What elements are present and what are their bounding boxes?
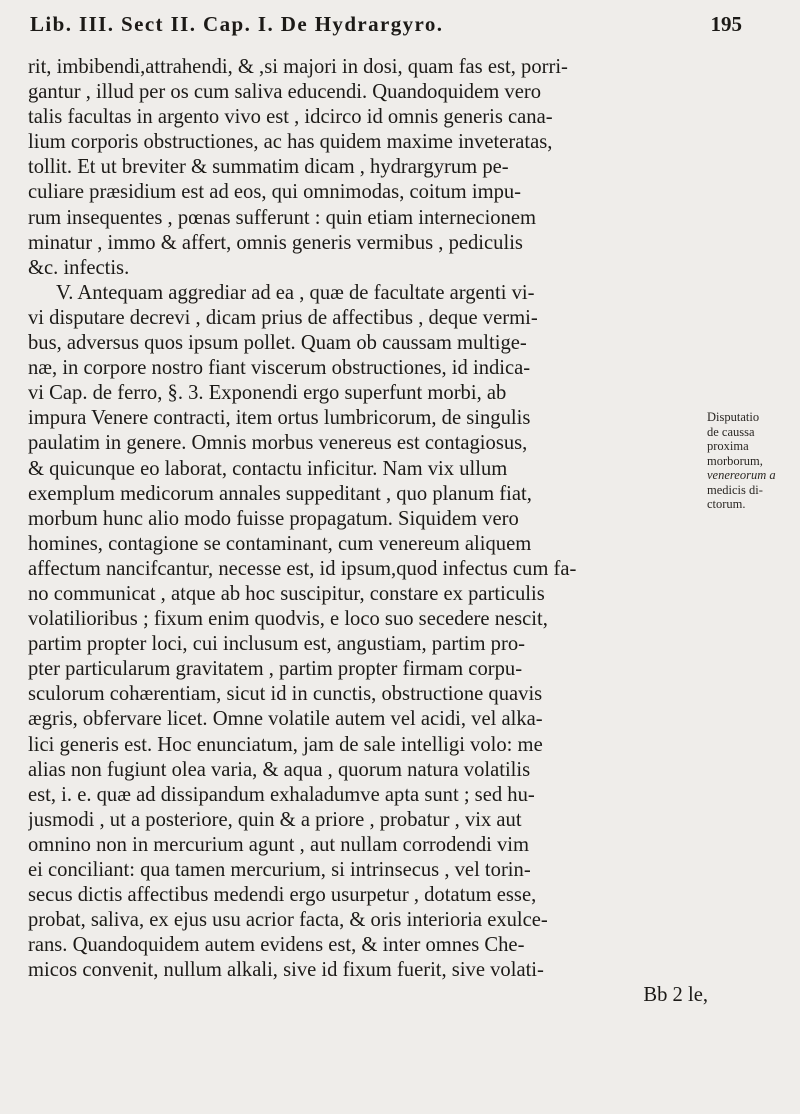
text-line: exemplum medicorum annales suppeditant , quo planum fiat, (28, 482, 532, 505)
margin-note (707, 410, 792, 512)
text-line: vi disputare decrevi , dicam prius de affectibus , deque vermi- (28, 306, 538, 329)
text-line: & quicunque eo laborat, contactu inficitur. Nam vix ullum (28, 457, 508, 480)
running-head: Lib. III. Sect II. Cap. I. De Hydrargyro. (30, 12, 444, 36)
section-start-line: V. Antequam aggrediar ad ea , quæ de facultate argenti vi- (56, 281, 535, 304)
text-line: talis facultas in argento vivo est , idcirco id omnis generis cana- (28, 106, 553, 129)
text-line: culiare præsidium est ad eos, qui omnimodas, coitum impu- (28, 181, 522, 204)
signature-catchword-line: Bb 2 le, (643, 984, 708, 1007)
text-line: secus dictis affectibus medendi ergo usurpetur , dotatum esse, (28, 884, 537, 907)
text-line: affectum nancifcantur, necesse est, id ipsum,quod infectus cum fa- (28, 557, 577, 580)
text-line: tollit. Et ut breviter & summatim dicam , hydrargyrum pe- (28, 156, 509, 179)
text-line: bus, adversus quos ipsum pollet. Quam ob caussam multige- (28, 332, 527, 355)
text-line: gantur , illud per os cum saliva educendi. Quandoquidem vero (28, 81, 541, 104)
text-line: no communicat , atque ab hoc suscipitur, constare ex particulis (28, 582, 545, 605)
text-line: impura Venere contracti, item ortus lumbricorum, de singulis (28, 407, 531, 430)
margin-note-line: morborum, (707, 453, 763, 468)
text-line: rum insequentes , pœnas sufferunt : quin etiam internecionem (28, 206, 537, 229)
margin-note-line: ctorum. (707, 497, 746, 511)
text-line: morbum hunc alio modo fuisse propagatum. Siquidem vero (28, 507, 519, 530)
text-line: homines, contagione se contaminant, cum venereum aliquem (28, 532, 532, 555)
margin-note-line: de caussa (707, 424, 755, 439)
text-line: pter particularum gravitatem , partim propter firmam corpu- (28, 658, 523, 681)
text-line: micos convenit, nullum alkali, sive id fixum fuerit, sive volati- (28, 959, 544, 982)
margin-note-line: medicis di- (707, 482, 763, 497)
text-line: rit, imbibendi,attrahendi, & ,si majori in dosi, quam fas est, porri- (28, 56, 568, 78)
text-line: lium corporis obstructiones, ac has quidem maxime inveteratas, (28, 131, 553, 154)
text-line: omnino non in mercurium agunt , aut nullam corrodendi vim (28, 833, 530, 856)
text-line: lici generis est. Hoc enunciatum, jam de sale intelligi volo: me (28, 733, 543, 756)
text-line: vi Cap. de ferro, §. 3. Exponendi ergo superfunt morbi, ab (28, 382, 507, 405)
text-line: paulatim in genere. Omnis morbus venereus est contagiosus, (28, 432, 528, 455)
text-line: jusmodi , ut a posteriore, quin & a priore , probatur , vix aut (28, 808, 522, 831)
text-line: est, i. e. quæ ad dissipandum exhaladumve apta sunt ; sed hu- (28, 783, 535, 806)
margin-note-line: proxima (707, 439, 749, 453)
page-number: 195 (710, 12, 742, 36)
text-line: &c. infectis. (28, 256, 130, 279)
text-line: rans. Quandoquidem autem evidens est, & inter omnes Che- (28, 934, 525, 957)
text-line: ei conciliant: qua tamen mercurium, si intrinsecus , vel torin- (28, 859, 531, 881)
text-line: alias non fugiunt olea varia, & aqua , quorum natura volatilis (28, 758, 531, 781)
margin-note-line: venereorum a (707, 468, 776, 482)
text-line: næ, in corpore nostro fiant viscerum obstructiones, id indica- (28, 357, 531, 380)
text-line: volatilioribus ; fixum enim quodvis, e loco suo secedere nescit, (28, 608, 548, 631)
text-line: ægris, obfervare licet. Omne volatile autem vel acidi, vel alka- (28, 708, 543, 731)
body-text (28, 55, 718, 1009)
text-line: minatur , immo & affert, omnis generis vermibus , pediculis (28, 231, 523, 254)
text-line: sculorum cohærentiam, sicut id in cunctis, obstructione quavis (28, 683, 543, 706)
text-line: partim propter loci, cui inclusum est, angustiam, partim pro- (28, 633, 525, 656)
margin-note-line: Disputatio (707, 410, 760, 424)
text-line: probat, saliva, ex ejus usu acrior facta, & oris interioria exulce- (28, 909, 548, 932)
